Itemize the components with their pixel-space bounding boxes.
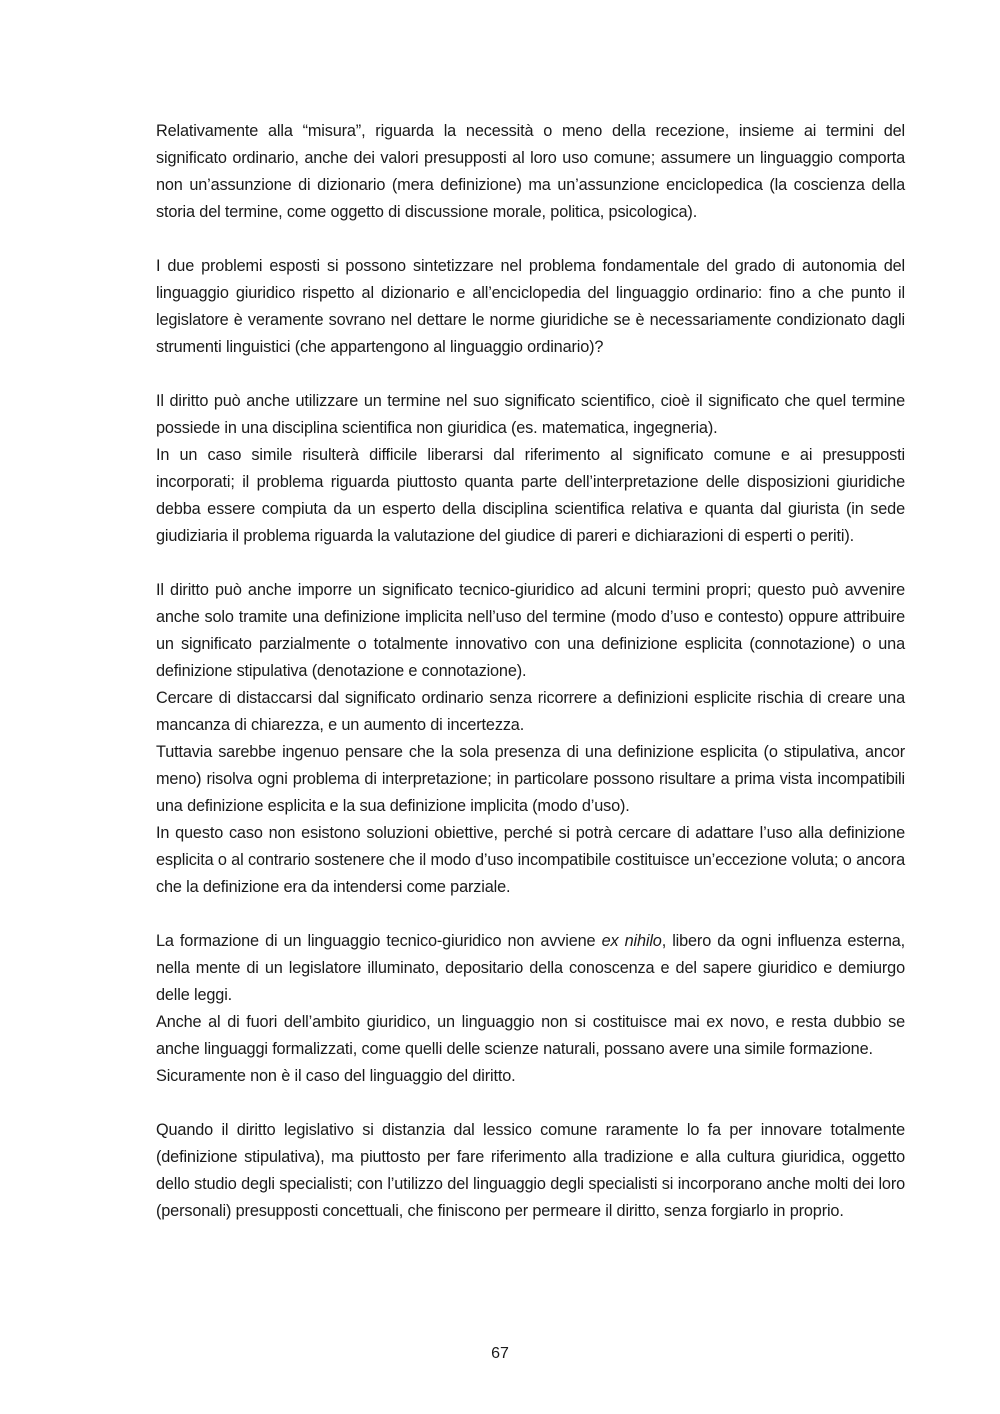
paragraph-5 [156, 928, 905, 1090]
paragraph-text: In un caso simile risulterà difficile liberarsi dal riferimento al significato comune e ai presupposti incorporati; il problema riguarda piuttosto quanta parte dell’interpretazione delle disposizioni giuridiche debba essere compiuta da un esperto della disciplina scientifica relativa e quanta dal giurista (in sede giudiziaria il problema riguarda la valutazione del giudice di pareri e dichiarazioni di esperti o periti). [156, 446, 905, 545]
paragraph-6 [156, 1117, 905, 1225]
paragraph-text: In questo caso non esistono soluzioni obiettive, perché si potrà cercare di adattare l’uso alla definizione esplicita o al contrario sostenere che il modo d’uso incompatibile costituisce un’eccezione voluta; o ancora che la definizione era da intendersi come parziale. [156, 824, 905, 896]
paragraph-text: Tuttavia sarebbe ingenuo pensare che la sola presenza di una definizione esplicita (o stipulativa, ancor meno) risolva ogni problema di interpretazione; in particolare possono risultare a prima vista incompatibili una definizione esplicita e la sua definizione implicita (modo d’uso). [156, 743, 905, 815]
paragraph-text: I due problemi esposti si possono sintetizzare nel problema fondamentale del grado di autonomia del linguaggio giuridico rispetto al dizionario e all’enciclopedia del linguaggio ordinario: fino a che punto il legislatore è veramente sovrano nel dettare le norme giuridiche se è necessariamente condizionato dagli strumenti linguistici (che appartengono al linguaggio ordinario)? [156, 257, 905, 356]
paragraph-2 [156, 253, 905, 361]
paragraph-4 [156, 577, 905, 901]
paragraph-text: Cercare di distaccarsi dal significato ordinario senza ricorrere a definizioni esplicite rischia di creare una mancanza di chiarezza, e un aumento di incertezza. [156, 689, 905, 734]
paragraph-text: Anche al di fuori dell’ambito giuridico, un linguaggio non si costituisce mai ex novo, e resta dubbio se anche linguaggi formalizzati, come quelli delle scienze naturali, possano avere una simile formazione. [156, 1013, 905, 1058]
paragraph-text: Sicuramente non è il caso del linguaggio del diritto. [156, 1067, 516, 1085]
text-run: La formazione di un linguaggio tecnico-giuridico non avviene [156, 932, 602, 950]
paragraph-text: Quando il diritto legislativo si distanzia dal lessico comune raramente lo fa per innovare totalmente (definizione stipulativa), ma piuttosto per fare riferimento alla tradizione e alla cultura giuridica, oggetto dello studio degli specialisti; con l’utilizzo del linguaggio degli specialisti si incorporano anche molti dei loro (personali) presupposti concettuali, che finiscono per permeare il diritto, senza forgiarlo in proprio. [156, 1121, 905, 1220]
italic-text-run: ex nihilo [601, 932, 662, 950]
page-body [156, 118, 905, 1252]
paragraph-3 [156, 388, 905, 550]
paragraph-text: Il diritto può anche utilizzare un termine nel suo significato scientifico, cioè il significato che quel termine possiede in una disciplina scientifica non giuridica (es. matematica, ingegneria). [156, 392, 905, 437]
paragraph-text: Relativamente alla “misura”, riguarda la necessità o meno della recezione, insieme ai termini del significato ordinario, anche dei valori presupposti al loro uso comune; assumere un linguaggio comporta non un’assunzione di dizionario (mera definizione) ma un’assunzione enciclopedica (la coscienza della storia del termine, come oggetto di discussione morale, politica, psicologica). [156, 122, 905, 221]
paragraph-text: Il diritto può anche imporre un significato tecnico-giuridico ad alcuni termini propri; questo può avvenire anche solo tramite una definizione implicita nell’uso del termine (modo d’uso e contesto) oppure attribuire un significato parzialmente o totalmente innovativo con una definizione esplicita (connotazione) o una definizione stipulativa (denotazione e connotazione). [156, 581, 905, 680]
paragraph-text-rich [156, 928, 905, 1009]
paragraph-1 [156, 118, 905, 226]
page-number: 67 [491, 1345, 509, 1362]
text-run: , libero da ogni influenza esterna, nella mente di un legislatore illuminato, depositario della conoscenza e del sapere giuridico e demiurgo delle leggi. [156, 932, 906, 1004]
